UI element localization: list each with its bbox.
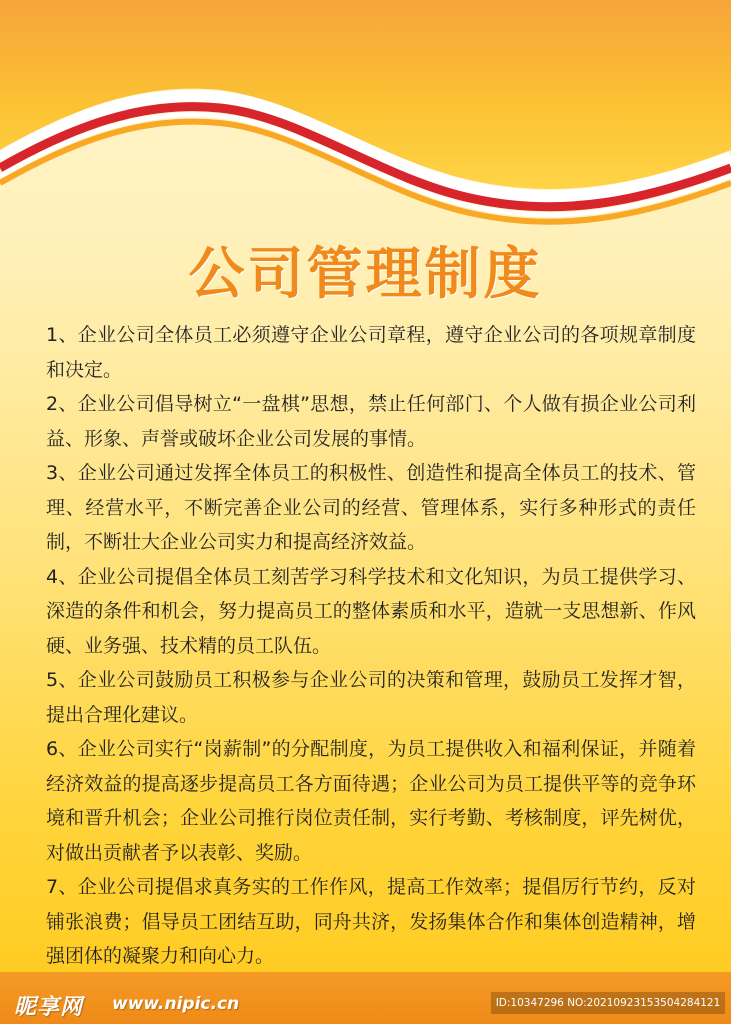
- rule-item: 2、企业公司倡导树立“一盘棋”思想，禁止任何部门、个人做有损企业公司利益、形象、声誉或破坏企业公司发展的事情。: [46, 393, 696, 450]
- rules-list: [46, 318, 696, 974]
- watermark-id: ID:10347296 NO:20210923153504284121: [491, 992, 725, 1014]
- rule-item: 7、企业公司提倡求真务实的工作作风，提高工作效率；提倡厉行节约，反对铺张浪费；倡导员工团结互助，同舟共济，发扬集体合作和集体创造精神，增强团体的凝聚力和向心力。: [46, 876, 696, 967]
- watermark-url: www.nipic.cn: [112, 994, 240, 1014]
- rule-item: 4、企业公司提倡全体员工刻苦学习科学技术和文化知识，为员工提供学习、深造的条件和机会，努力提高员工的整体素质和水平，造就一支思想新、作风硬、业务强、技术精的员工队伍。: [46, 565, 696, 657]
- poster-title: 公司管理制度: [188, 242, 543, 307]
- header-wave-decoration: [0, 0, 731, 230]
- footer-bar: [0, 972, 731, 1024]
- rule-item: 1、企业公司全体员工必须遵守企业公司章程，遵守企业公司的各项规章制度和决定。: [46, 324, 696, 381]
- watermark-logo: 昵享网: [14, 995, 84, 1020]
- rule-item: 5、企业公司鼓励员工积极参与企业公司的决策和管理，鼓励员工发挥才智，提出合理化建议。: [46, 669, 696, 726]
- rule-item: 3、企业公司通过发挥全体员工的积极性、创造性和提高全体员工的技术、管理、经营水平，不断完善企业公司的经营、管理体系，实行多种形式的责任制，不断壮大企业公司实力和提高经济效益。: [46, 462, 696, 553]
- rule-item: 6、企业公司实行“岗薪制”的分配制度，为员工提供收入和福利保证，并随着经济效益的提高逐步提高员工各方面待遇；企业公司为员工提供平等的竞争环境和晋升机会；企业公司推行岗位责任制，实行考勤、考核制度，评先树优，对做出贡献者予以表彰、奖励。: [46, 738, 696, 864]
